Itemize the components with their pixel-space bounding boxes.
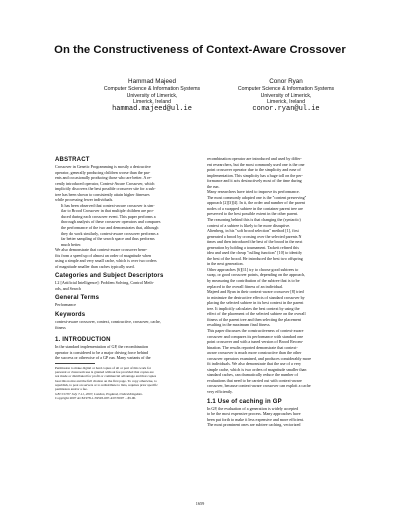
subsection-text bbox=[207, 406, 354, 428]
body-paragraph-5 bbox=[207, 289, 354, 328]
author-name: Conor Ryan bbox=[269, 78, 303, 85]
text-line: bear this notice and the full citation on the first page. To copy otherwise, to bbox=[55, 378, 157, 383]
text-line: tree. It implicitly calculates the best context by using the bbox=[207, 305, 300, 311]
abstract-paragraph-2 bbox=[55, 203, 202, 247]
keywords-heading: Keywords bbox=[55, 312, 86, 319]
text-line: of magnitude smaller than caches typically used. bbox=[55, 263, 135, 269]
text-line: effect of the placement of the selected subtree on the overall bbox=[207, 311, 306, 317]
text-line: idea and used the cheap "culling function" [10] to identify bbox=[207, 250, 303, 256]
text-line: ods, and Search bbox=[55, 285, 81, 291]
text-line: generated a brood by crossing over the selected parents N bbox=[207, 233, 302, 239]
text-line: resulting in the maximum final fitness. bbox=[207, 322, 271, 328]
text-line: We also demonstrate that context-aware crossover bene- bbox=[55, 247, 148, 253]
text-line: ent researchers, but the most commonly used one is the one bbox=[207, 161, 305, 167]
text-line: times and then introduced the best of the brood in the next bbox=[207, 239, 303, 245]
abstract-heading: ABSTRACT bbox=[55, 157, 90, 163]
text-line: the best of the brood. He introduced the best two offspring bbox=[207, 255, 303, 261]
right-column bbox=[207, 156, 354, 428]
abstract-paragraph-3 bbox=[55, 247, 202, 269]
text-line: fitness of the parent tree and then selecting the placement bbox=[207, 316, 302, 322]
text-line: by measuring the contribution of the subtree that is to be bbox=[207, 278, 300, 284]
text-line: context-aware crossover, context, constructive, crossover, cache, bbox=[55, 319, 161, 325]
text-line: generation by holding a tournament. Tackett refined this bbox=[207, 244, 299, 250]
text-line: placing the selected subtree in its best context in the parent bbox=[207, 300, 304, 306]
text-line: GECCO'07 July 7-11, 2007, London, England, United Kingdom. bbox=[55, 391, 143, 396]
keywords-text bbox=[55, 319, 202, 330]
body-paragraph-4 bbox=[207, 267, 354, 289]
text-line: aware crossover is much more constructive than the other bbox=[207, 350, 302, 356]
paper-title: On the Constructiveness of Context-Aware Crossover bbox=[54, 44, 346, 56]
copyright-notice bbox=[55, 366, 202, 400]
text-line: to minimize the destructive effects of standard crossover by bbox=[207, 294, 305, 300]
text-line: formance and it acts destructively most of the time during bbox=[207, 178, 302, 184]
text-line: tree has been shown to consistently attain higher fitnesses bbox=[55, 191, 150, 197]
text-line: to be the most expensive process. Many approaches have bbox=[207, 411, 301, 417]
text-line: the performance of the two and demonstrates that, although bbox=[61, 225, 159, 231]
text-line: personal or classroom use is granted without fee provided that copies are bbox=[55, 370, 154, 375]
text-line: Many researchers have tried to improve its performance. bbox=[207, 189, 300, 195]
general-terms-heading: General Terms bbox=[55, 295, 100, 302]
body-paragraph-3 bbox=[207, 228, 354, 267]
text-line: ilar to Brood Crossover in that multiple children are pro- bbox=[61, 208, 154, 214]
author-department: Computer Science & Information Systems bbox=[103, 86, 201, 93]
text-line: recombination operator are introduced and used by differ- bbox=[207, 156, 302, 161]
text-line: replaced to the overall fitness of an individual. bbox=[207, 283, 284, 289]
text-line: ents and occasionally producing those who are better. A re- bbox=[55, 175, 152, 181]
author-block-2 bbox=[196, 79, 376, 113]
text-line: Altenberg, in his "soft brood selection" method [1], first bbox=[207, 228, 299, 234]
text-line: simple cache, which is two orders of magnitude smaller than bbox=[207, 366, 307, 372]
text-line: swap, or good crossover points, depending on the approach, bbox=[207, 272, 306, 278]
text-line: far better sampling of the search space and thus performs bbox=[61, 236, 155, 242]
body-paragraph-6 bbox=[207, 328, 354, 395]
text-line: I.2 [Artificial Intelligence]: Problem Solving, Control Meth- bbox=[55, 280, 154, 286]
text-line: thorough analysis of these crossover operators and compares bbox=[61, 219, 161, 225]
body-paragraph-1 bbox=[207, 156, 354, 189]
left-column bbox=[55, 157, 202, 400]
introduction-heading: 1. INTRODUCTION bbox=[55, 337, 111, 344]
author-department: Computer Science & Information Systems bbox=[237, 86, 335, 93]
text-line: cently introduced operator, Context-Aware Crossover, which bbox=[55, 180, 155, 186]
text-line: operator, generally producing children worse than the par- bbox=[55, 169, 151, 175]
text-line: In GP, the evaluation of a generation is widely accepted bbox=[207, 405, 299, 411]
text-line: not made or distributed for profit or commercial advantage and that copies bbox=[55, 374, 157, 379]
text-line: the success or otherwise of a GP run. Many variants of the bbox=[55, 355, 151, 361]
page-number: 1659 bbox=[195, 501, 205, 506]
subsection-heading: 1.1 Use of caching in GP bbox=[207, 398, 282, 405]
text-line: implementation. This simplicity has a huge toll on the per- bbox=[207, 172, 303, 178]
text-line: approach [2][3][4]. In it, the order and number of the parent bbox=[207, 200, 305, 206]
text-line: In the standard implementation of GP, the recombination bbox=[55, 344, 148, 350]
abstract-paragraph-1 bbox=[55, 164, 202, 203]
text-line: republish, to post on servers or to redistribute to lists, requires prior specific bbox=[55, 382, 158, 387]
categories-heading: Categories and Subject Descriptors bbox=[55, 273, 164, 280]
author-email: hammad.majeed@ul.ie bbox=[112, 105, 192, 114]
text-line: context of a subtree is likely to be more disruptive. bbox=[207, 222, 291, 228]
text-line: point crossover operator due to the simplicity and ease of bbox=[207, 167, 301, 173]
text-line: crossover, because context-aware crossover can exploit a cache bbox=[207, 383, 311, 389]
text-line: they do work similarly, context-aware crossover performs a bbox=[61, 230, 159, 236]
text-line: crossover and compares its performance with standard one bbox=[207, 333, 304, 339]
text-line: Other approaches [6][11] try to choose good subtrees to bbox=[207, 266, 299, 272]
text-line: fit individuals. We also demonstrate that the use of a very bbox=[207, 361, 302, 367]
author-university: University of Limerick, bbox=[260, 92, 312, 99]
text-line: Copyright 2007 ACM 978-1-59593-697-4/07/0007 ...$5.00. bbox=[55, 395, 137, 400]
text-line: the run. bbox=[207, 183, 220, 189]
text-line: Permission to make digital or hard copies of all or part of this work for bbox=[55, 365, 152, 370]
text-line: very efficiently. bbox=[207, 388, 233, 394]
text-line: The most prominent ones are subtree caching, vectorized bbox=[207, 422, 301, 428]
categories-text bbox=[55, 280, 202, 291]
text-line: evaluations that need to be carried out with context-aware bbox=[207, 377, 302, 383]
text-line: duced during each crossover event. This paper performs a bbox=[61, 213, 156, 219]
text-line: permission and/or a fee. bbox=[55, 387, 88, 392]
text-line: Performance bbox=[55, 302, 76, 308]
text-line: point crossover and with a tuned version of Brood Recom- bbox=[207, 339, 304, 345]
author-email: conor.ryan@ul.ie bbox=[252, 105, 320, 114]
author-city: Limerick, Ireland bbox=[266, 99, 306, 106]
text-line: standard caches, can dramatically reduce the number of bbox=[207, 372, 298, 378]
text-line: preserved to the best possible extent in the other parent. bbox=[207, 211, 299, 217]
body-paragraph-2 bbox=[207, 189, 354, 228]
text-line: fitness bbox=[55, 324, 66, 330]
text-line: much better. bbox=[61, 241, 82, 247]
author-university: University of Limerick, bbox=[126, 92, 178, 99]
text-line: in the next generation. bbox=[207, 261, 244, 267]
author-name: Hammad Majeed bbox=[128, 78, 176, 85]
text-line: crossover operators examined, and produces considerably more bbox=[207, 355, 312, 361]
text-line: fits from a speed up of almost an order of magnitude when bbox=[55, 252, 152, 258]
text-line: The reasoning behind this is that changing the (syntactic) bbox=[207, 217, 301, 223]
footnote-rule bbox=[55, 363, 95, 364]
text-line: operator is considered to be a major driving force behind bbox=[55, 349, 149, 355]
text-line: bination. The results reported demonstrate that context- bbox=[207, 344, 298, 350]
text-line: It has been observed that context-aware crossover is sim- bbox=[61, 202, 155, 208]
text-line: This paper discusses the constructiveness of context-aware bbox=[207, 327, 304, 333]
author-city: Limerick, Ireland bbox=[132, 99, 172, 106]
text-line: Crossover in Genetic Programming is mostly a destructive bbox=[55, 164, 151, 169]
introduction-text bbox=[55, 344, 202, 361]
text-line: while processing fewer individuals. bbox=[55, 197, 114, 203]
text-line: nodes of a swapped subtree in the container parent tree are bbox=[207, 205, 303, 211]
text-line: been put forth to make it less expensive and more efficient. bbox=[207, 416, 304, 422]
text-line: Majeed and Ryan in their context-aware crossover [8] tried bbox=[207, 289, 304, 295]
text-line: using a simple and very small cache, which is over two orders bbox=[55, 258, 157, 264]
text-line: implicitly discovers the best possible crossover site for a sub- bbox=[55, 186, 156, 192]
text-line: The most commonly adopted one is the "content preserving" bbox=[207, 194, 307, 200]
